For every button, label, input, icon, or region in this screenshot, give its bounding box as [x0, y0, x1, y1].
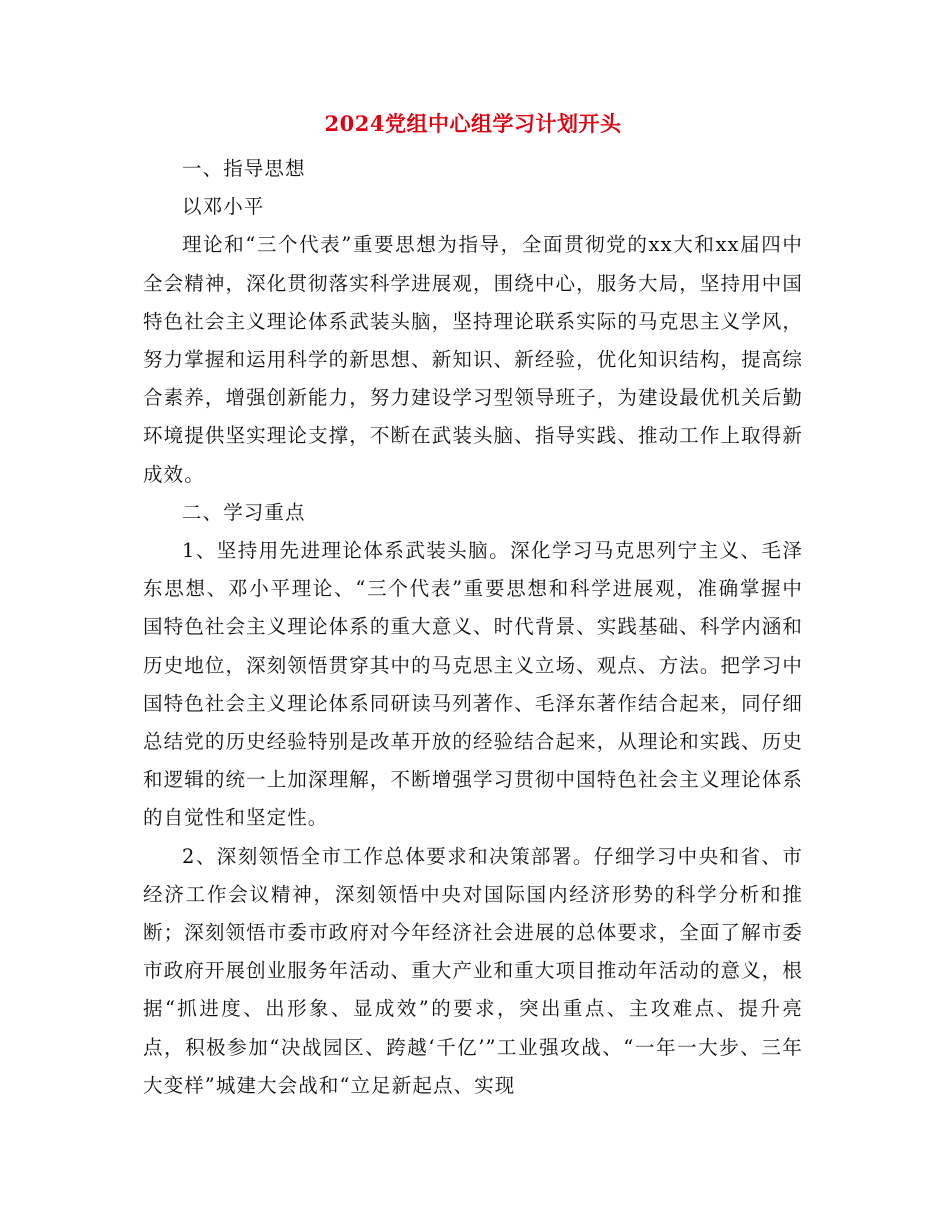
paragraph: 以邓小平: [182, 195, 265, 219]
paragraph: 理论和“三个代表”重要思想为指导，全面贯彻党的xx大和xx届四中全会精神，深化贯彻落实科学进展观，围绕中心，服务大局，坚持用中国特色社会主义理论体系武装头脑，坚持理论联系实际的马克思主义学风，努力掌握和运用科学的新思想、新知识、新经验，优化知识结构，提高综合素养，增强创新能力，努力建设学习型领导班子，为建设最优机关后勤环境提供坚实理论支撑，不断在武装头脑、指导实践、推动工作上取得新成效。: [143, 233, 803, 486]
document-page: [143, 110, 803, 1105]
document-title: 2024党组中心组学习计划开头: [324, 111, 622, 136]
section-heading-guiding-thought: 一、指导思想: [182, 157, 306, 180]
section-heading-study-focus: 二、学习重点: [182, 500, 306, 524]
paragraph: 2、深刻领悟全市工作总体要求和决策部署。仔细学习中央和省、市经济工作会议精神，深刻领悟中央对国际国内经济形势的科学分析和推断；深刻领悟市委市政府对今年经济社会进展的总体要求，全面了解市委市政府开展创业服务年活动、重大产业和重大项目推动年活动的意义，根据“抓进度、出形象、显成效”的要求，突出重点、主攻难点、提升亮点，积极参加“决战园区、跨越‘千亿’”工业强攻战、“一年一大步、三年大变样”城建大会战和“立足新起点、实现: [143, 844, 803, 1097]
paragraph: 1、坚持用先进理论体系武装头脑。深化学习马克思列宁主义、毛泽东思想、邓小平理论、“三个代表”重要思想和科学进展观，准确掌握中国特色社会主义理论体系的重大意义、时代背景、实践基础、科学内涵和历史地位，深刻领悟贯穿其中的马克思主义立场、观点、方法。把学习中国特色社会主义理论体系同研读马列著作、毛泽东著作结合起来，同仔细总结党的历史经验特别是改革开放的经验结合起来，从理论和实践、历史和逻辑的统一上加深理解，不断增强学习贯彻中国特色社会主义理论体系的自觉性和坚定性。: [143, 539, 803, 830]
